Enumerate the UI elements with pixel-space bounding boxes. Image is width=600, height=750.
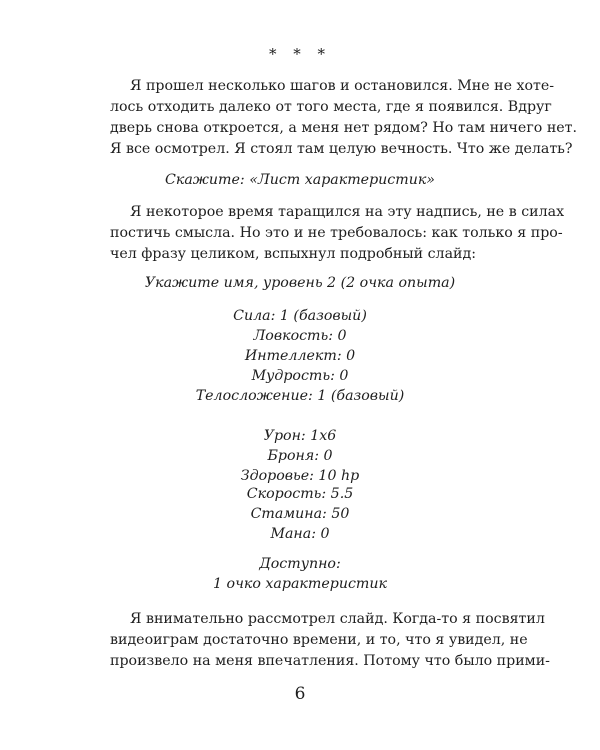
- slide-combat: [0, 426, 600, 486]
- stat-line: Сила: 1 (базовый): [233, 308, 367, 324]
- paragraph-1: [110, 76, 578, 160]
- stat-line: Мудрость: 0: [251, 368, 349, 384]
- text-line: лось отходить далеко от того места, где я появился. Вдруг: [110, 99, 552, 115]
- text-line: произвело на меня впечатления. Потому что было прими-: [110, 653, 550, 669]
- text-line: постичь смысла. Но это и не требовалось: как только я про-: [110, 225, 563, 241]
- text-line: чел фразу целиком, вспыхнул подробный слайд:: [110, 246, 477, 262]
- available-value: 1 очко характеристик: [213, 576, 387, 592]
- text-line: Я все осмотрел. Я стоял там целую вечность. Что же делать?: [110, 141, 573, 157]
- stat-line: Скорость: 5.5: [246, 486, 354, 502]
- stat-line: Мана: 0: [270, 526, 330, 542]
- stat-line: Броня: 0: [267, 448, 333, 464]
- stat-line: Ловкость: 0: [253, 328, 347, 344]
- command-line: Скажите: «Лист характеристик»: [165, 172, 435, 188]
- available-label: Доступно:: [259, 556, 341, 572]
- text-line: видеоиграм достаточно времени, и то, что я увидел, не: [110, 632, 528, 648]
- section-break: * * *: [268, 45, 332, 63]
- stat-line: Интеллект: 0: [244, 348, 356, 364]
- stat-line: Здоровье: 10 hp: [240, 468, 360, 484]
- text-line: Я прошел несколько шагов и остановился. Мне не хоте-: [130, 78, 555, 94]
- stat-line: Телосложение: 1 (базовый): [195, 388, 405, 404]
- slide-header: Укажите имя, уровень 2 (2 очка опыта): [144, 275, 456, 291]
- paragraph-3: [110, 609, 550, 672]
- text-line: Я внимательно рассмотрел слайд. Когда-то я посвятил: [130, 611, 545, 627]
- slide-resources: [0, 484, 600, 544]
- slide-attributes: [0, 306, 600, 406]
- page-number: 6: [294, 684, 306, 704]
- paragraph-2: [110, 202, 565, 265]
- stat-line: Урон: 1x6: [263, 428, 337, 444]
- text-line: Я некоторое время таращился на эту надпись, не в силах: [130, 204, 565, 220]
- stat-line: Стамина: 50: [250, 506, 350, 522]
- slide-available: [0, 554, 600, 594]
- text-line: дверь снова откроется, а меня нет рядом? Но там ничего нет.: [110, 120, 578, 136]
